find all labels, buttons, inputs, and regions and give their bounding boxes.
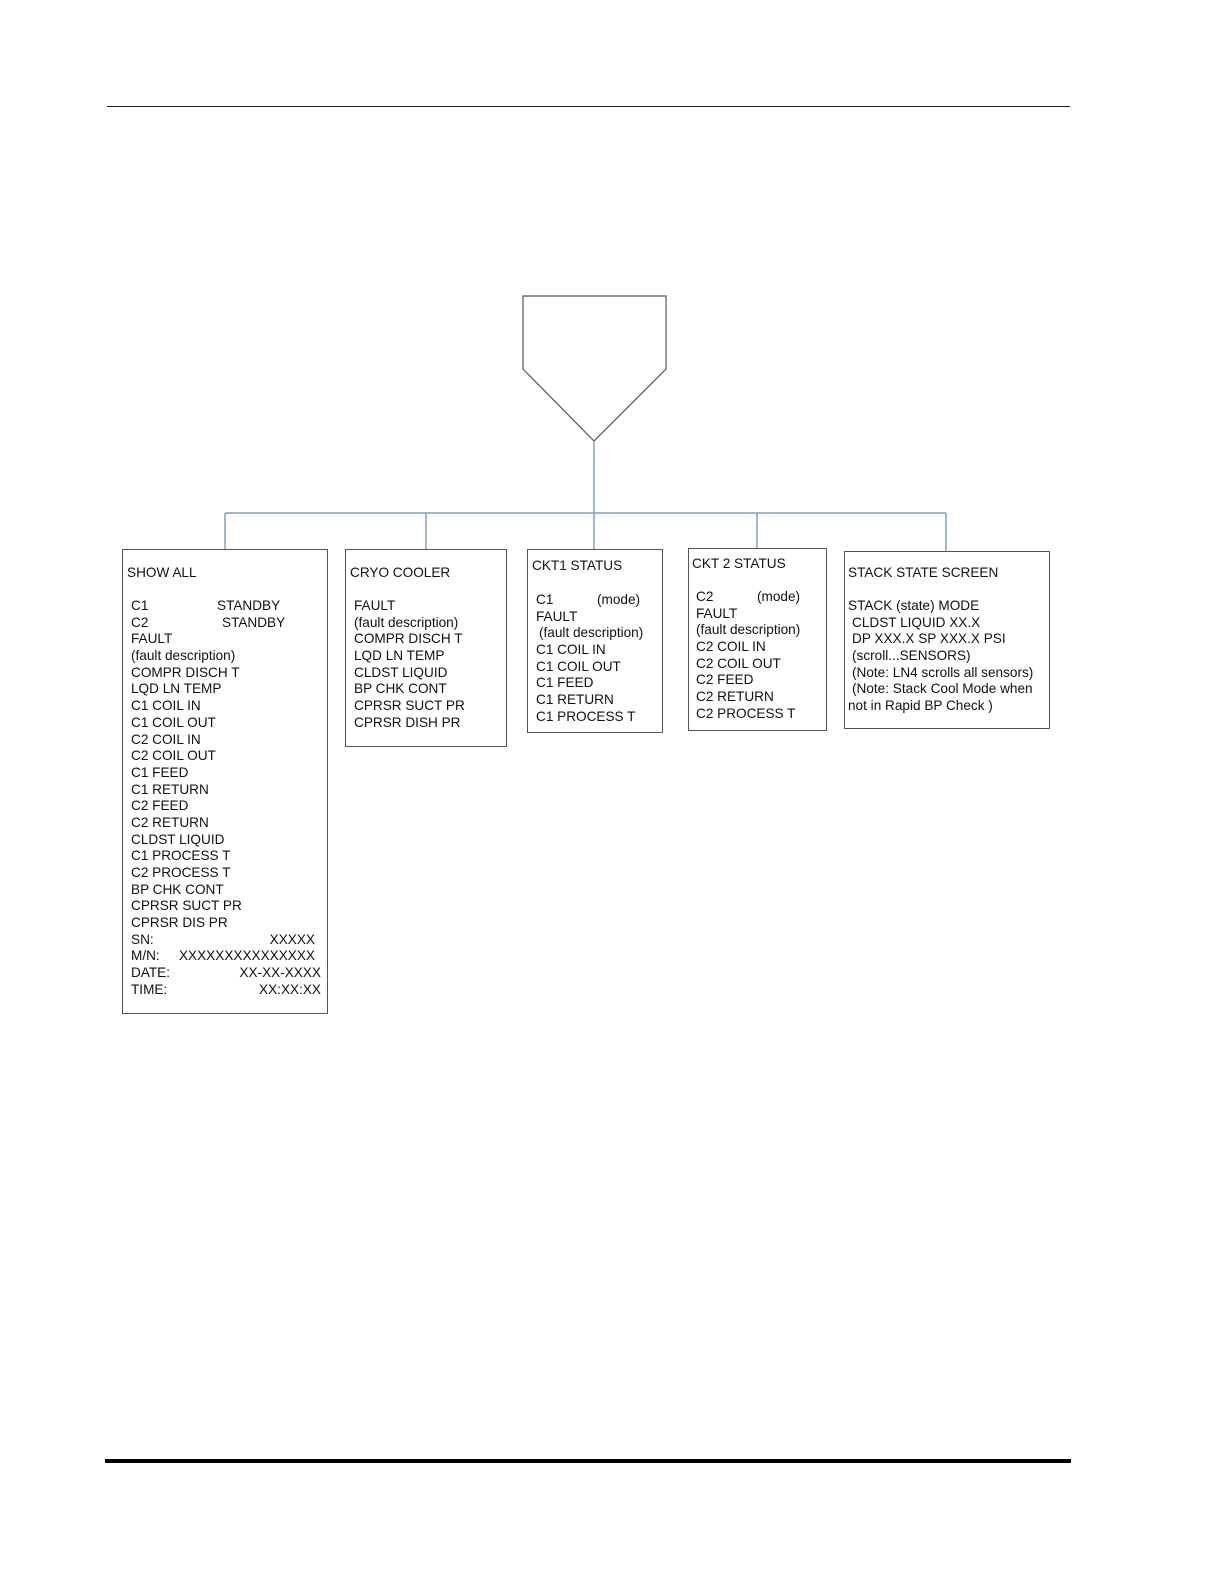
ckt2-item: FAULT	[696, 605, 738, 621]
ckt2-mode-label: C2	[696, 589, 714, 604]
ckt1-mode-row	[536, 592, 656, 609]
show-all-time-row	[131, 982, 321, 999]
show-all-list	[131, 631, 321, 931]
ckt2-item: C2 COIL OUT	[696, 655, 781, 671]
stack-item: (Note: Stack Cool Mode when	[852, 681, 1033, 697]
ckt1-item: C1 PROCESS T	[536, 708, 636, 724]
sn-value: XXXXX	[269, 931, 315, 947]
show-all-item: CPRSR SUCT PR	[131, 898, 242, 914]
stack-list	[848, 598, 1033, 715]
date-label: DATE:	[131, 965, 171, 981]
root-node-shape	[523, 296, 666, 441]
ckt2-mode-row	[696, 589, 820, 606]
cryo-cooler-box	[345, 549, 507, 747]
cryo-cooler-item: CLDST LIQUID	[354, 664, 448, 680]
stack-item: DP XXX.X SP XXX.X PSI	[852, 631, 1006, 647]
show-all-date-row	[131, 965, 321, 982]
show-all-c2-value: STANDBY	[222, 614, 286, 630]
mn-value: XXXXXXXXXXXXXXX	[178, 948, 315, 964]
show-all-mn-row	[131, 948, 321, 965]
cryo-cooler-item: BP CHK CONT	[354, 681, 447, 697]
date-value: XX-XX-XXXX	[239, 965, 321, 981]
show-all-item: BP CHK CONT	[131, 881, 224, 897]
ckt1-item: C1 COIL IN	[536, 642, 606, 658]
cryo-cooler-item: FAULT	[354, 598, 396, 613]
cryo-cooler-item: (fault description)	[354, 614, 459, 630]
show-all-item: FAULT	[131, 631, 173, 647]
show-all-c2-row	[131, 615, 321, 632]
stack-state-box	[844, 551, 1050, 729]
show-all-item: C1 RETURN	[131, 781, 209, 797]
show-all-c1-row	[131, 598, 321, 615]
ckt2-title: CKT 2 STATUS	[692, 556, 786, 571]
show-all-item: C1 COIL OUT	[131, 714, 216, 730]
ckt1-list	[536, 609, 656, 726]
stack-item: CLDST LIQUID XX.X	[852, 614, 981, 630]
show-all-item: C2 COIL IN	[131, 731, 201, 747]
show-all-item: (fault description)	[131, 648, 236, 664]
show-all-item: LQD LN TEMP	[131, 681, 222, 697]
show-all-item: CLDST LIQUID	[131, 831, 225, 847]
ckt1-status-box	[527, 549, 663, 733]
ckt2-item: C2 FEED	[696, 672, 754, 688]
cryo-cooler-item: CPRSR DISH PR	[354, 714, 461, 730]
ckt2-item: (fault description)	[696, 622, 801, 638]
footer-rule	[105, 1459, 1071, 1463]
mn-label: M/N:	[131, 948, 160, 964]
cryo-cooler-item: LQD LN TEMP	[354, 648, 445, 664]
show-all-c1-label: C1	[131, 598, 149, 613]
show-all-item: C1 COIL IN	[131, 698, 201, 714]
show-all-item: CPRSR DIS PR	[131, 915, 228, 931]
ckt2-list	[696, 606, 820, 723]
show-all-item: C2 FEED	[131, 798, 189, 814]
ckt1-title: CKT1 STATUS	[532, 558, 623, 573]
show-all-item: C2 COIL OUT	[131, 748, 216, 764]
show-all-item: C1 FEED	[131, 764, 189, 780]
show-all-item: C2 RETURN	[131, 814, 209, 830]
time-value: XX:XX:XX	[259, 981, 321, 997]
show-all-c1-value: STANDBY	[217, 598, 281, 613]
stack-item: (scroll...SENSORS)	[852, 648, 971, 664]
show-all-box	[122, 549, 328, 1014]
stack-item: not in Rapid BP Check )	[848, 698, 993, 714]
ckt1-mode-label: C1	[536, 592, 554, 607]
ckt1-item: C1 FEED	[536, 675, 594, 691]
cryo-cooler-title: CRYO COOLER	[350, 565, 451, 580]
show-all-title: SHOW ALL	[127, 565, 197, 580]
ckt1-item: FAULT	[536, 608, 578, 624]
ckt1-mode-value: (mode)	[597, 592, 641, 607]
ckt2-item: C2 PROCESS T	[696, 705, 796, 721]
ckt2-status-box	[688, 548, 827, 731]
stack-item: (Note: LN4 scrolls all sensors)	[852, 664, 1034, 680]
ckt1-item: C1 RETURN	[536, 692, 614, 708]
show-all-sn-row	[131, 932, 321, 949]
show-all-c2-label: C2	[131, 614, 149, 630]
time-label: TIME:	[131, 981, 168, 997]
show-all-item: C1 PROCESS T	[131, 848, 231, 864]
cryo-cooler-item: COMPR DISCH T	[354, 631, 463, 647]
sn-label: SN:	[131, 931, 154, 947]
ckt2-item: C2 COIL IN	[696, 639, 766, 655]
ckt1-item: C1 COIL OUT	[536, 658, 621, 674]
show-all-item: C2 PROCESS T	[131, 865, 231, 880]
ckt2-item: C2 RETURN	[696, 689, 774, 705]
ckt1-item: (fault description)	[539, 625, 644, 641]
show-all-item: COMPR DISCH T	[131, 664, 240, 680]
ckt2-mode-value: (mode)	[757, 589, 801, 604]
cryo-cooler-list	[354, 598, 465, 732]
cryo-cooler-item: CPRSR SUCT PR	[354, 698, 465, 714]
stack-item: STACK (state) MODE	[848, 598, 980, 613]
stack-title: STACK STATE SCREEN	[848, 565, 999, 580]
